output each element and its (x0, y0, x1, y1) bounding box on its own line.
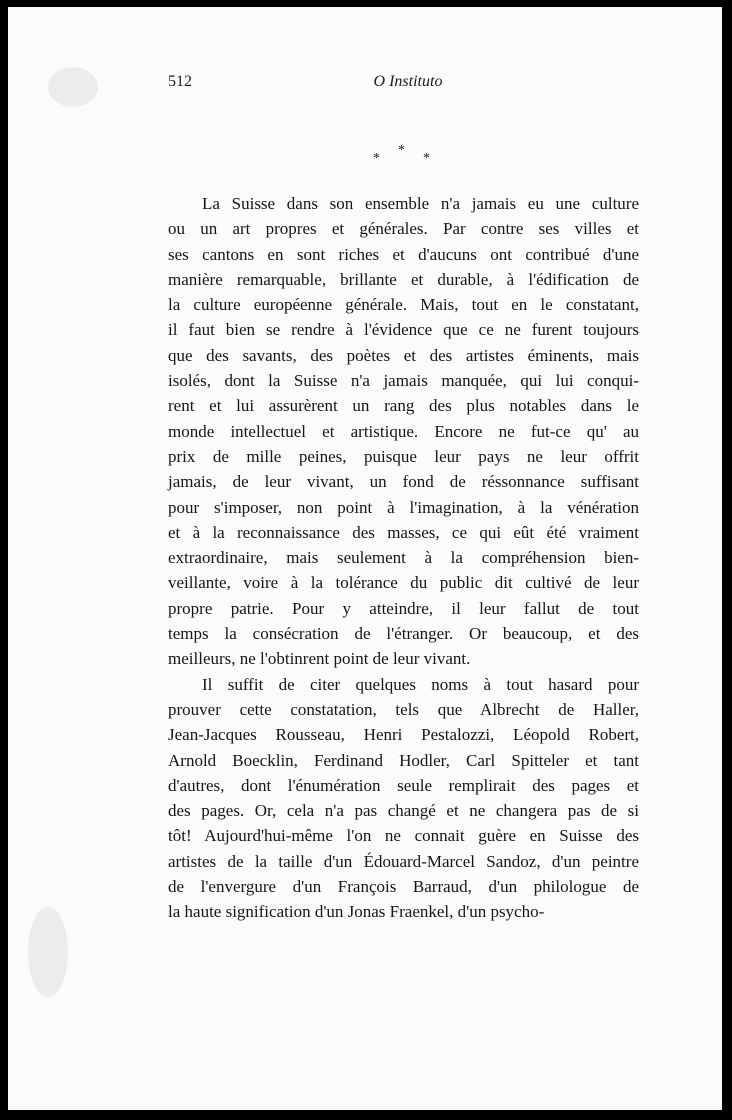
text-line: rent et lui assurèrent un rang des plus notables dans le (168, 396, 639, 416)
asterisk: * (423, 151, 430, 166)
text-line: monde intellectuel et artistique. Encore ne fut-ce qu' au (168, 421, 639, 441)
text-line: extraordinaire, mais seulement à la compréhension bien- (168, 548, 639, 568)
text-line: prouver cette constatation, tels que Albrecht de Haller, (168, 699, 639, 719)
body-text (168, 191, 639, 925)
text-line: la culture européenne générale. Mais, tout en le constatant, (168, 295, 639, 315)
text-line: la haute signification d'un Jonas Fraenkel, d'un psycho- (168, 902, 545, 922)
text-line: prix de mille peines, puisque leur pays ne leur offrit (168, 446, 639, 466)
text-line: des pages. Or, cela n'a pas changé et ne changera pas de si (168, 801, 639, 821)
text-line: meilleurs, ne l'obtinrent point de leur vivant. (168, 649, 471, 669)
text-line: jamais, de leur vivant, un fond de réssonnance suffisant (168, 472, 639, 492)
text-line: La Suisse dans son ensemble n'a jamais eu une culture (202, 194, 639, 213)
text-line: tôt! Aujourd'hui-même l'on ne connait guère en Suisse des (168, 826, 639, 846)
text-line: et à la reconnaissance des masses, ce qui eût été vraiment (168, 522, 639, 542)
running-title: O Instituto (373, 73, 443, 90)
paragraph-2 (168, 672, 639, 925)
text-line: Jean-Jacques Rousseau, Henri Pestalozzi, Léopold Robert, (168, 725, 639, 745)
paper-smudge (48, 67, 98, 107)
text-line: temps la consécration de l'étranger. Or beaucoup, et des (168, 624, 639, 644)
scanned-page (8, 7, 722, 1110)
asterisk: * (398, 143, 405, 158)
text-line: pour s'imposer, non point à l'imagination, à la vénération (168, 497, 639, 517)
section-asterism (368, 143, 438, 167)
asterisk: * (373, 151, 380, 166)
text-line: manière remarquable, brillante et durable, à l'édification de (168, 269, 639, 289)
text-line: d'autres, dont l'énumération seule remplirait des pages et (168, 775, 639, 795)
paragraph-1 (168, 191, 639, 672)
text-line: isolés, dont la Suisse n'a jamais manquée, qui lui conqui- (168, 371, 639, 391)
paragraphs (168, 191, 639, 925)
text-line: veillante, voire à la tolérance du public dit cultivé de leur (168, 573, 639, 593)
text-line: ses cantons en sont riches et d'aucuns ont contribué d'une (168, 244, 639, 264)
text-line: propre patrie. Pour y atteindre, il leur fallut de tout (168, 598, 639, 618)
text-line: Arnold Boecklin, Ferdinand Hodler, Carl Spitteler et tant (168, 750, 639, 770)
text-line: artistes de la taille d'un Édouard-Marcel Sandoz, d'un peintre (168, 851, 639, 871)
text-line: de l'envergure d'un François Barraud, d'un philologue de (168, 877, 639, 897)
text-line: ou un art propres et générales. Par contre ses villes et (168, 219, 639, 239)
text-line: Il suffit de citer quelques noms à tout hasard pour (202, 674, 639, 694)
text-line: que des savants, des poètes et des artistes éminents, mais (168, 345, 639, 365)
page-number: 512 (168, 73, 192, 90)
paper-smudge (28, 907, 68, 997)
text-line: il faut bien se rendre à l'évidence que ce ne furent toujours (168, 320, 639, 340)
